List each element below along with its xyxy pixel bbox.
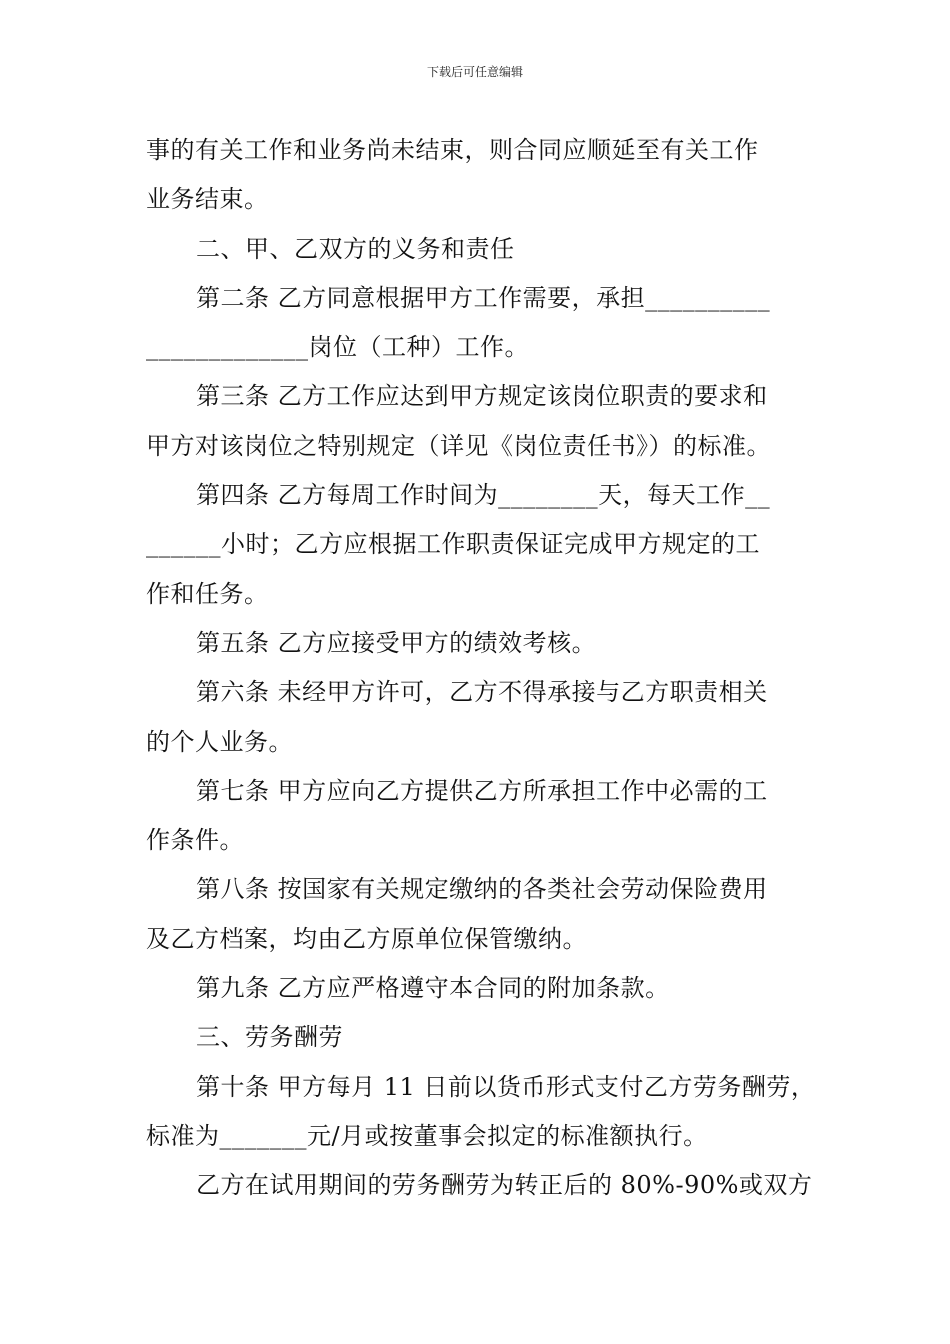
text-line: 标准为_______元/月或按董事会拟定的标准额执行。 <box>146 1121 708 1150</box>
text-line: 乙方在试用期间的劳务酬劳为转正后的 80%-90%或双方 <box>196 1171 813 1200</box>
page-header: 下载后可任意编辑 <box>426 65 523 79</box>
text-line: 作条件。 <box>146 826 244 855</box>
document-body <box>146 126 816 1211</box>
text-line: 甲方对该岗位之特别规定（详见《岗位责任书》）的标准。 <box>146 431 771 460</box>
section-heading: 三、劳务酬劳 <box>196 1023 343 1052</box>
article-line: 第九条 乙方应严格遵守本合同的附加条款。 <box>196 974 670 1003</box>
text-line: ______小时；乙方应根据工作职责保证完成甲方规定的工 <box>146 530 760 559</box>
article-line: 第十条 甲方每月 11 日前以货币形式支付乙方劳务酬劳， <box>196 1072 816 1101</box>
article-line: 第八条 按国家有关规定缴纳的各类社会劳动保险费用 <box>196 875 768 904</box>
article-line: 第四条 乙方每周工作时间为________天，每天工作__ <box>196 481 771 510</box>
article-line: 第二条 乙方同意根据甲方工作需要，承担__________ <box>196 283 771 312</box>
text-line: 作和任务。 <box>146 579 269 608</box>
text-line: 业务结束。 <box>146 185 269 214</box>
text-line: 及乙方档案，均由乙方原单位保管缴纳。 <box>146 924 587 953</box>
article-line: 第六条 未经甲方许可，乙方不得承接与乙方职责相关 <box>196 678 768 707</box>
text-line: 的个人业务。 <box>146 727 293 756</box>
article-line: 第七条 甲方应向乙方提供乙方所承担工作中必需的工 <box>196 776 768 805</box>
section-heading: 二、甲、乙双方的义务和责任 <box>196 234 515 263</box>
article-line: 第三条 乙方工作应达到甲方规定该岗位职责的要求和 <box>196 382 768 411</box>
text-line: _____________岗位（工种）工作。 <box>146 333 529 362</box>
text-line: 事的有关工作和业务尚未结束，则合同应顺延至有关工作 <box>146 136 759 164</box>
article-line: 第五条 乙方应接受甲方的绩效考核。 <box>196 628 597 657</box>
